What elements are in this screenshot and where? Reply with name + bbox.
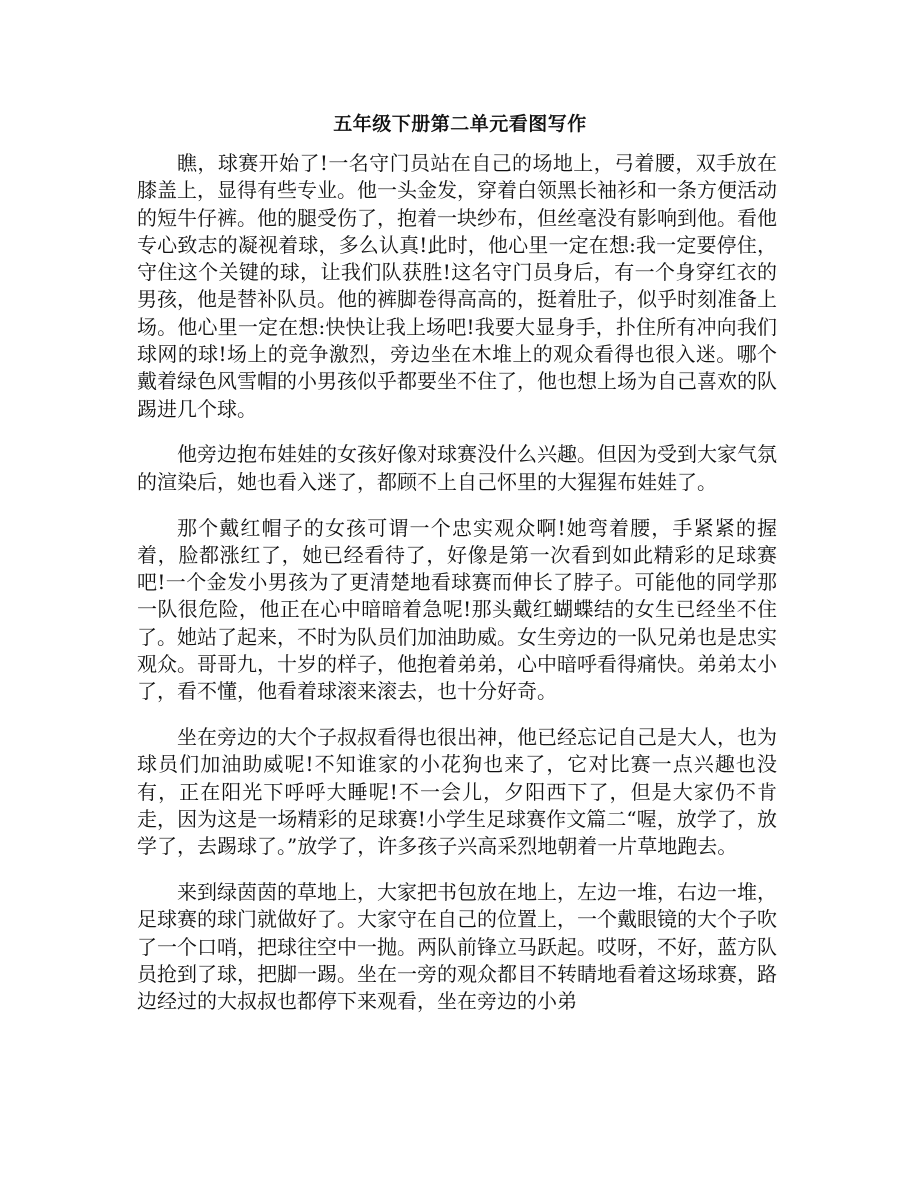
paragraph-4: 坐在旁边的大个子叔叔看得也很出神，他已经忘记自己是大人，也为球员们加油助威呢!不知谁家的小花狗也来了，它对比赛一点兴趣也没有，正在阳光下呼呼大睡呢!不一会儿，夕阳西下了，但是大家仍不肯走，因为这是一场精彩的足球赛!小学生足球赛作文篇二“喔，放学了，放学了，去踢球了。”放学了，许多孩子兴高采烈地朝着一片草地跑去。 (137, 725, 777, 859)
document-body (137, 150, 777, 1034)
paragraph-1: 瞧，球赛开始了!一名守门员站在自己的场地上，弓着腰，双手放在膝盖上，显得有些专业。他一头金发，穿着白领黑长袖衫和一条方便活动的短牛仔裤。他的腿受伤了，抱着一块纱布，但丝毫没有影响到他。看他专心致志的凝视着球，多么认真!此时，他心里一定在想:我一定要停住，守住这个关键的球，让我们队获胜!这名守门员身后，有一个身穿红衣的男孩，他是替补队员。他的裤脚卷得高高的，挺着肚子，似乎时刻准备上场。他心里一定在想:快快让我上场吧!我要大显身手，扑住所有冲向我们球网的球!场上的竞争激烈，旁边坐在木堆上的观众看得也很入迷。哪个戴着绿色风雪帽的小男孩似乎都要坐不住了，他也想上场为自己喜欢的队踢进几个球。 (137, 151, 777, 421)
document-title: 五年级下册第二单元看图写作 (333, 113, 587, 135)
paragraph-3: 那个戴红帽子的女孩可谓一个忠实观众啊!她弯着腰，手紧紧的握着，脸都涨红了，她已经看待了，好像是第一次看到如此精彩的足球赛吧!一个金发小男孩为了更清楚地看球赛而伸长了脖子。可能他的同学那一队很危险，他正在心中暗暗着急呢!那头戴红蝴蝶结的女生已经坐不住了。她站了起来，不时为队员们加油助威。女生旁边的一队兄弟也是忠实观众。哥哥九，十岁的样子，他抱着弟弟，心中暗呼看得痛快。弟弟太小了，看不懂，他看着球滚来滚去，也十分好奇。 (137, 515, 777, 704)
paragraph-2: 他旁边抱布娃娃的女孩好像对球赛没什么兴趣。但因为受到大家气氛的渲染后，她也看入迷了，都顾不上自己怀里的大猩猩布娃娃了。 (137, 442, 777, 494)
paragraph-5: 来到绿茵茵的草地上，大家把书包放在地上，左边一堆，右边一堆，足球赛的球门就做好了。大家守在自己的位置上，一个戴眼镜的大个子吹了一个口哨，把球往空中一抛。两队前锋立马跃起。哎呀，不好，蓝方队员抢到了球，把脚一踢。坐在一旁的观众都目不转睛地看着这场球赛，路边经过的大叔叔也都停下来观看，坐在旁边的小弟 (137, 880, 777, 1014)
